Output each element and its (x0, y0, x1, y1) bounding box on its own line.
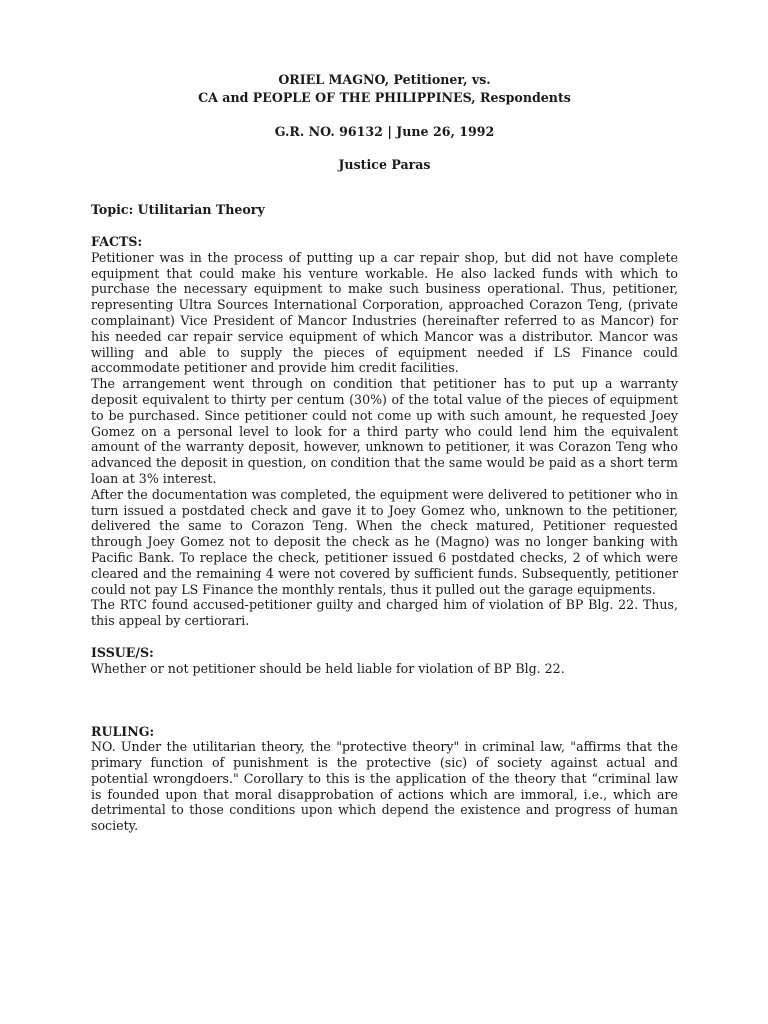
document-page (91, 72, 678, 834)
case-title-respondents: CA and PEOPLE OF THE PHILIPPINES, Respondents (198, 89, 571, 105)
case-ponente: Justice Paras (338, 157, 431, 173)
case-gr-number: G.R. NO. 96132 | June 26, 1992 (274, 123, 495, 139)
topic-heading: Topic: Utilitarian Theory (91, 202, 265, 218)
ruling-text: NO. Under the utilitarian theory, the "protective theory" in criminal law, "affirms that the primary function of punishment is the protective (sic) of society against actual and potential wrongdoers." Corollary to this is the application of the theory that “criminal law is founded upon that moral disapprobation of actions which are immoral, i.e., which are detrimental to those conditions upon which depend the existence and progress of human society. (91, 739, 678, 834)
facts-paragraph: The arrangement went through on condition that petitioner has to put up a warranty deposit equivalent to thirty per centum (30%) of the total value of the pieces of equipment to be purchased. Since petitioner could not come up with such amount, he requested Joey Gomez on a personal level to look for a third party who could lend him the equivalent amount of the warranty deposit, however, unknown to petitioner, it was Corazon Teng who advanced the deposit in question, on condition that the same would be paid as a short term loan at 3% interest. (91, 376, 678, 486)
facts-paragraph: Petitioner was in the process of putting up a car repair shop, but did not have complete equipment that could make his venture workable. He also lacked funds with which to purchase the necessary equipment to make such business operational. Thus, petitioner, representing Ultra Sources International Corporation, approached Corazon Teng, (private complainant) Vice President of Mancor Industries (hereinafter referred to as Mancor) for his needed car repair service equipment of which Mancor was a distributor. Mancor was willing and able to supply the pieces of equipment needed if LS Finance could accommodate petitioner and provide him credit facilities. (91, 249, 678, 376)
facts-paragraph: The RTC found accused-petitioner guilty and charged him of violation of BP Blg. 22. Thus, this appeal by certiorari. (91, 597, 678, 629)
facts-paragraph: After the documentation was completed, the equipment were delivered to petitioner who in turn issued a postdated check and gave it to Joey Gomez who, unknown to the petitioner, delivered the same to Corazon Teng. When the check matured, Petitioner requested through Joey Gomez not to deposit the check as he (Magno) was no longer banking with Pacific Bank. To replace the check, petitioner issued 6 postdated checks, 2 of which were cleared and the remaining 4 were not covered by sufficient funds. Subsequently, petitioner could not pay LS Finance the monthly rentals, thus it pulled out the garage equipments. (91, 486, 678, 597)
issue-text: Whether or not petitioner should be held liable for violation of BP Blg. 22. (91, 660, 565, 676)
case-title-parties: ORIEL MAGNO, Petitioner, vs. (278, 72, 491, 87)
facts-heading: FACTS: (91, 233, 143, 249)
issue-heading: ISSUE/S: (91, 644, 154, 660)
ruling-heading: RULING: (91, 723, 155, 739)
